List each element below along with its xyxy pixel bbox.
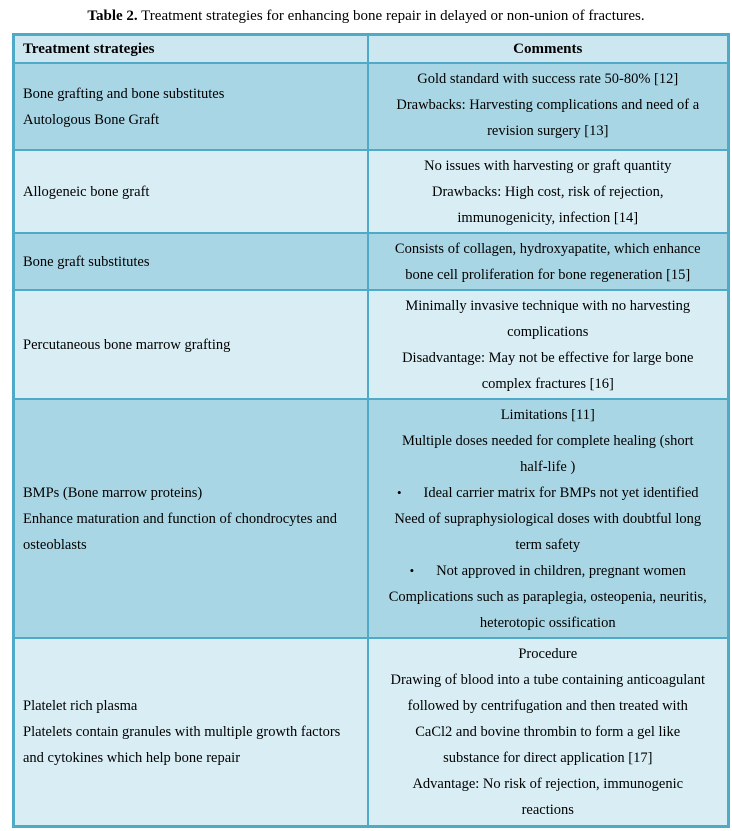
cell-line: complex fractures [16] (481, 376, 614, 392)
table-row-percutaneous (14, 290, 729, 399)
comments-cell (368, 290, 729, 399)
cell-line: Minimally invasive technique with no harvesting (405, 298, 691, 314)
cell-line: complications (507, 324, 589, 340)
table-row-platelet-rich-plasma (14, 638, 729, 826)
cell-line-text: Not approved in children, pregnant women (436, 563, 686, 579)
cell-line: Multiple doses needed for complete healing (short (401, 433, 694, 449)
cell-line: Advantage: No risk of rejection, immunogenic (412, 776, 684, 792)
cell-line: heterotopic ossification (479, 615, 616, 631)
table-row-graft-substitutes (14, 233, 729, 290)
column-header-treatment-strategies: Treatment strategies (14, 35, 368, 64)
strategy-cell (14, 638, 368, 826)
cell-line: Gold standard with success rate 50-80% [12] (417, 71, 679, 87)
table-caption (0, 7, 732, 25)
cell-line: Platelet rich plasma (23, 697, 138, 714)
table-caption-text: Treatment strategies for enhancing bone repair in delayed or non-union of fractures. (137, 8, 645, 24)
cell-line: Limitations [11] (500, 407, 595, 423)
cell-line: Drawbacks: High cost, risk of rejection, (431, 184, 664, 200)
table-row-bone-grafting (14, 63, 729, 150)
cell-line: Allogeneic bone graft (23, 183, 150, 200)
cell-line: Bone grafting and bone substitutes (23, 85, 225, 102)
comments-cell (368, 638, 729, 826)
cell-line (374, 558, 723, 584)
cell-line-text: Ideal carrier matrix for BMPs not yet identified (423, 485, 699, 501)
cell-line: CaCl2 and bovine thrombin to form a gel like (415, 724, 681, 740)
strategy-cell (14, 63, 368, 150)
cell-line: Procedure (518, 646, 578, 662)
bullet-icon: • (409, 563, 415, 578)
cell-line: term safety (515, 537, 581, 553)
cell-line: substance for direct application [17] (443, 750, 653, 766)
cell-line: Drawing of blood into a tube containing anticoagulant (390, 672, 705, 688)
cell-line: reactions (521, 802, 574, 818)
strategy-cell (14, 150, 368, 233)
header-row (14, 35, 729, 64)
cell-line: Bone graft substitutes (23, 253, 150, 270)
comments-cell (368, 399, 729, 638)
column-header-comments: Comments (368, 35, 729, 64)
cell-line: Autologous Bone Graft (23, 111, 160, 128)
cell-line: Consists of collagen, hydroxyapatite, which enhance (394, 241, 701, 257)
bullet-icon: • (396, 485, 402, 500)
cell-line: BMPs (Bone marrow proteins) (23, 484, 203, 501)
strategy-cell (14, 290, 368, 399)
cell-line: revision surgery [13] (487, 123, 609, 139)
treatment-strategies-table (12, 33, 730, 828)
table-caption-label: Table 2. (87, 8, 138, 24)
cell-line: No issues with harvesting or graft quantity (424, 158, 672, 174)
comments-cell (368, 150, 729, 233)
cell-line: Need of supraphysiological doses with doubtful long (394, 511, 702, 527)
cell-line: osteoblasts (23, 536, 87, 553)
cell-line: Drawbacks: Harvesting complications and need of a (396, 97, 700, 113)
cell-line: Percutaneous bone marrow grafting (23, 336, 231, 353)
cell-line (374, 480, 723, 506)
strategy-cell (14, 233, 368, 290)
cell-line: and cytokines which help bone repair (23, 749, 241, 766)
strategy-cell (14, 399, 368, 638)
cell-line: half-life ) (520, 459, 576, 475)
cell-line: Enhance maturation and function of chondrocytes and (23, 510, 338, 527)
comments-cell (368, 233, 729, 290)
cell-line: Disadvantage: May not be effective for large bone (402, 350, 694, 366)
cell-line: immunogenicity, infection [14] (457, 210, 639, 226)
cell-line: Complications such as paraplegia, osteopenia, neuritis, (388, 589, 707, 605)
table-row-bmps (14, 399, 729, 638)
cell-line: bone cell proliferation for bone regeneration [15] (405, 267, 691, 283)
table-row-allogeneic (14, 150, 729, 233)
cell-line: Platelets contain granules with multiple growth factors (23, 723, 341, 740)
cell-line: followed by centrifugation and then treated with (407, 698, 688, 714)
comments-cell (368, 63, 729, 150)
